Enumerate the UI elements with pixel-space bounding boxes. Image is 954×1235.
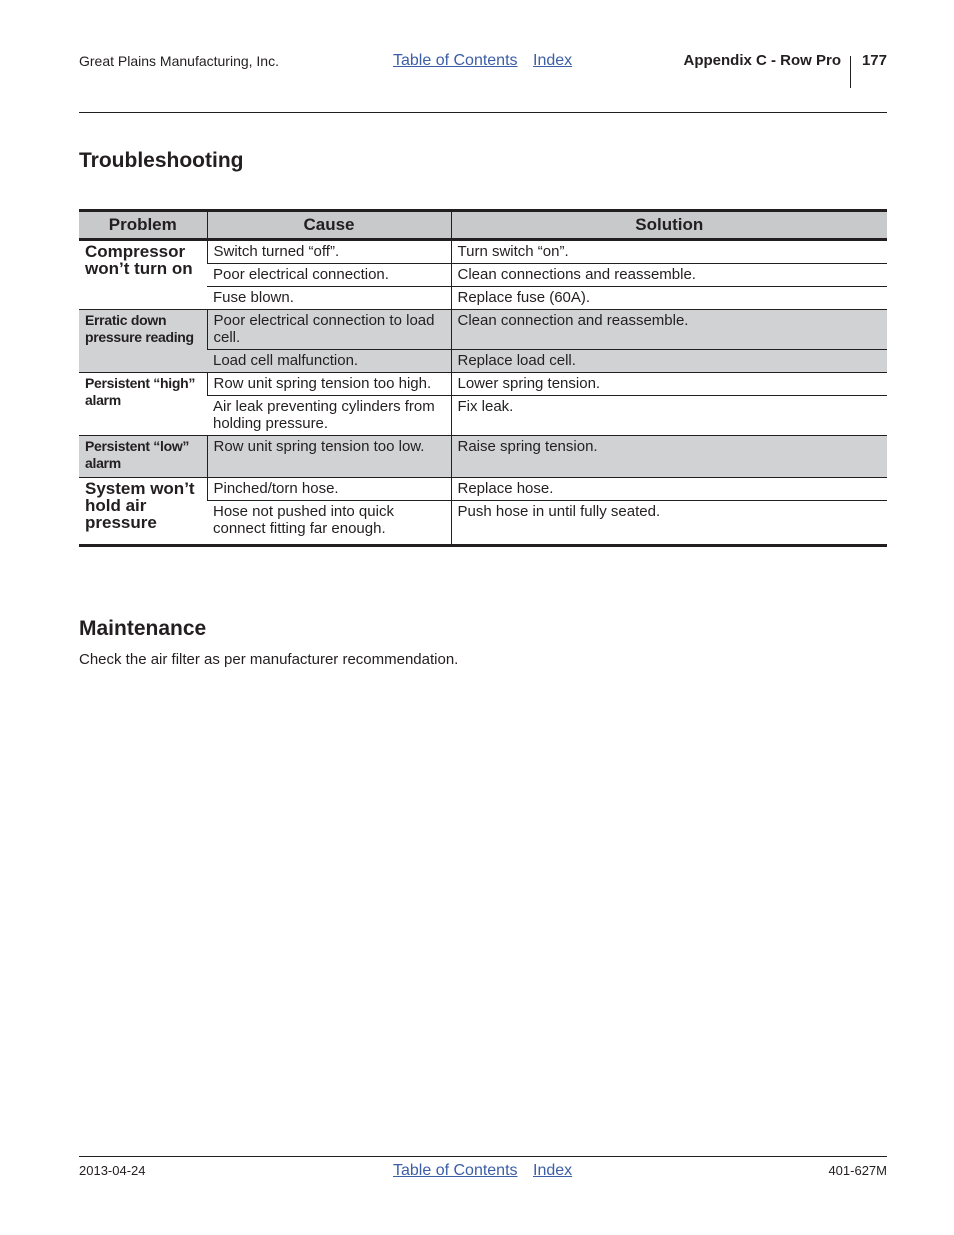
- cause-cell: Poor electrical connection to load cell.: [207, 310, 451, 350]
- solution-cell: Turn switch “on”.: [451, 240, 887, 264]
- footer-index-link[interactable]: Index: [533, 1162, 573, 1179]
- cause-cell: Poor electrical connection.: [207, 264, 451, 287]
- column-header-problem: Problem: [79, 211, 207, 240]
- footer-date: 2013-04-24: [79, 1163, 146, 1178]
- footer-toc-link[interactable]: Table of Contents: [393, 1162, 518, 1179]
- table-header-row: [79, 211, 887, 240]
- solution-cell: Replace load cell.: [451, 350, 887, 373]
- problem-cell: Compressor won’t turn on: [85, 242, 193, 278]
- footer-doc-number: 401-627M: [828, 1163, 887, 1178]
- column-header-solution: Solution: [451, 211, 887, 240]
- header-rule: [79, 112, 887, 113]
- cause-cell: Switch turned “off”.: [207, 240, 451, 264]
- column-header-cause: Cause: [207, 211, 451, 240]
- cause-cell: Hose not pushed into quick connect fitting far enough.: [207, 501, 451, 546]
- cause-cell: Row unit spring tension too low.: [207, 436, 451, 478]
- problem-cell: Persistent “low” alarm: [79, 436, 207, 478]
- table-row: [79, 240, 887, 264]
- solution-cell: Replace fuse (60A).: [451, 287, 887, 310]
- page-number: 177: [861, 52, 887, 69]
- problem-cell: Persistent “high” alarm: [79, 373, 207, 436]
- cause-cell: Pinched/torn hose.: [207, 478, 451, 501]
- solution-cell: Raise spring tension.: [451, 436, 887, 478]
- solution-cell: Clean connection and reassemble.: [451, 310, 887, 350]
- cause-cell: Load cell malfunction.: [207, 350, 451, 373]
- header-divider: [850, 56, 851, 88]
- solution-cell: Fix leak.: [451, 396, 887, 436]
- table-row: [79, 373, 887, 396]
- solution-cell: Push hose in until fully seated.: [451, 501, 887, 546]
- page-header: [79, 0, 887, 112]
- cause-cell: Air leak preventing cylinders from holding pressure.: [207, 396, 451, 436]
- problem-cell: System won’t hold air pressure: [79, 478, 207, 546]
- footer-rule: [79, 1156, 887, 1157]
- troubleshooting-table: [79, 209, 887, 547]
- solution-cell: Replace hose.: [451, 478, 887, 501]
- table-row: [79, 478, 887, 501]
- solution-cell: Lower spring tension.: [451, 373, 887, 396]
- maintenance-heading: Maintenance: [79, 617, 207, 640]
- problem-cell: Erratic down pressure reading: [79, 310, 207, 373]
- solution-cell: Clean connections and reassemble.: [451, 264, 887, 287]
- table-row: [79, 310, 887, 350]
- maintenance-text: Check the air filter as per manufacturer recommendation.: [79, 651, 459, 668]
- header-toc-link[interactable]: Table of Contents: [393, 52, 518, 69]
- troubleshooting-heading: Troubleshooting: [79, 149, 244, 172]
- cause-cell: Fuse blown.: [207, 287, 451, 310]
- cause-cell: Row unit spring tension too high.: [207, 373, 451, 396]
- header-index-link[interactable]: Index: [533, 52, 573, 69]
- appendix-title: Appendix C - Row Pro: [683, 52, 841, 69]
- company-name: Great Plains Manufacturing, Inc.: [79, 53, 279, 69]
- table-row: [79, 436, 887, 478]
